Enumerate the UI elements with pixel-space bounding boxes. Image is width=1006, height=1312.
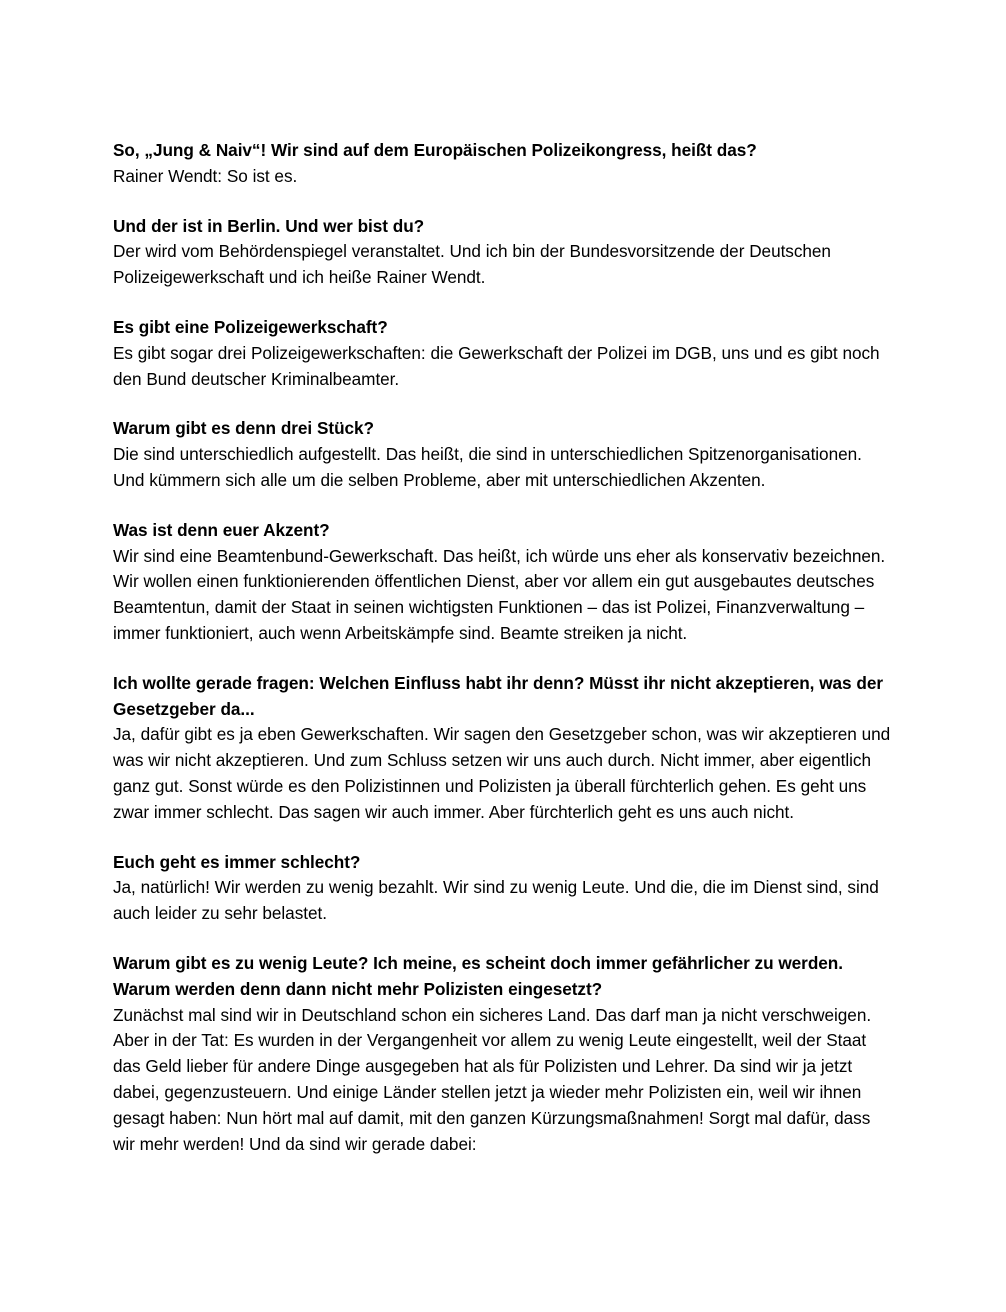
interview-question: So, „Jung & Naiv“! Wir sind auf dem Europäischen Polizeikongress, heißt das? [113, 140, 757, 160]
interview-question: Warum gibt es zu wenig Leute? Ich meine, es scheint doch immer gefährlicher zu werden. Warum werden denn dann nicht mehr Polizisten eingesetzt? [113, 952, 843, 999]
interview-answer: Die sind unterschiedlich aufgestellt. Das heißt, die sind in unterschiedlichen Spitzenorganisationen. Und kümmern sich alle um die selben Probleme, aber mit unterschiedlichen Akzenten. [113, 444, 862, 490]
qa-block [113, 850, 891, 927]
interview-question: Ich wollte gerade fragen: Welchen Einfluss habt ihr denn? Müsst ihr nicht akzeptieren, was der Gesetzgeber da... [113, 672, 883, 719]
interview-answer: Es gibt sogar drei Polizeigewerkschaften: die Gewerkschaft der Polizei im DGB, uns und es gibt noch den Bund deutscher Kriminalbeamter. [113, 342, 880, 389]
qa-block [113, 518, 891, 647]
transcript-body [113, 138, 891, 1157]
qa-block [113, 138, 891, 190]
interview-question: Es gibt eine Polizeigewerkschaft? [113, 316, 388, 337]
interview-question: Warum gibt es denn drei Stück? [113, 418, 374, 439]
interview-question: Und der ist in Berlin. Und wer bist du? [113, 215, 425, 236]
qa-block [113, 951, 891, 1157]
qa-block [113, 214, 891, 291]
interview-question: Euch geht es immer schlecht? [113, 851, 361, 872]
interview-answer: Rainer Wendt: So ist es. [113, 165, 298, 186]
interview-answer: Der wird vom Behördenspiegel veranstaltet. Und ich bin der Bundesvorsitzende der Deutschen Polizeigewerkschaft und ich heiße Rainer Wendt. [113, 241, 831, 288]
interview-question: Was ist denn euer Akzent? [113, 519, 330, 540]
qa-block [113, 671, 891, 826]
interview-answer: Zunächst mal sind wir in Deutschland schon ein sicheres Land. Das darf man ja nicht verschweigen. Aber in der Tat: Es wurden in der Vergangenheit vor allem zu wenig Leute eingestellt, weil der Staat das Geld lieber für andere Dinge ausgegeben hat als für Polizisten und Lehrer. Da sind wir ja jetzt dabei, gegenzusteuern. Und einige Länder stellen jetzt ja wieder mehr Polizisten ein, weil wir ihnen gesagt haben: Nun hört mal auf damit, mit den ganzen Kürzungsmaßnahmen! Sorgt mal dafür, dass wir mehr werden! Und da sind wir gerade dabei: [113, 1004, 872, 1154]
interview-answer: Ja, natürlich! Wir werden zu wenig bezahlt. Wir sind zu wenig Leute. Und die, die im Dienst sind, sind auch leider zu sehr belastet. [113, 877, 879, 924]
interview-answer: Wir sind eine Beamtenbund-Gewerkschaft. Das heißt, ich würde uns eher als konservativ bezeichnen. Wir wollen einen funktionierenden öffentlichen Dienst, aber vor allem ein gut ausgebautes deutsches Beamtentun, damit der Staat in seinen wichtigsten Funktionen – das ist Polizei, Finanzverwaltung – immer funktioniert, auch wenn Arbeitskämpfe sind. Beamte streiken ja nicht. [113, 545, 886, 643]
qa-block [113, 416, 891, 493]
interview-answer: Ja, dafür gibt es ja eben Gewerkschaften. Wir sagen den Gesetzgeber schon, was wir akzeptieren und was wir nicht akzeptieren. Und zum Schluss setzen wir uns auch durch. Nicht immer, aber eigentlich ganz gut. Sonst würde es den Polizistinnen und Polizisten ja überall fürchterlich gehen. Es geht uns zwar immer schlecht. Das sagen wir auch immer. Aber fürchterlich geht es uns auch nicht. [113, 724, 891, 822]
qa-block [113, 315, 891, 392]
